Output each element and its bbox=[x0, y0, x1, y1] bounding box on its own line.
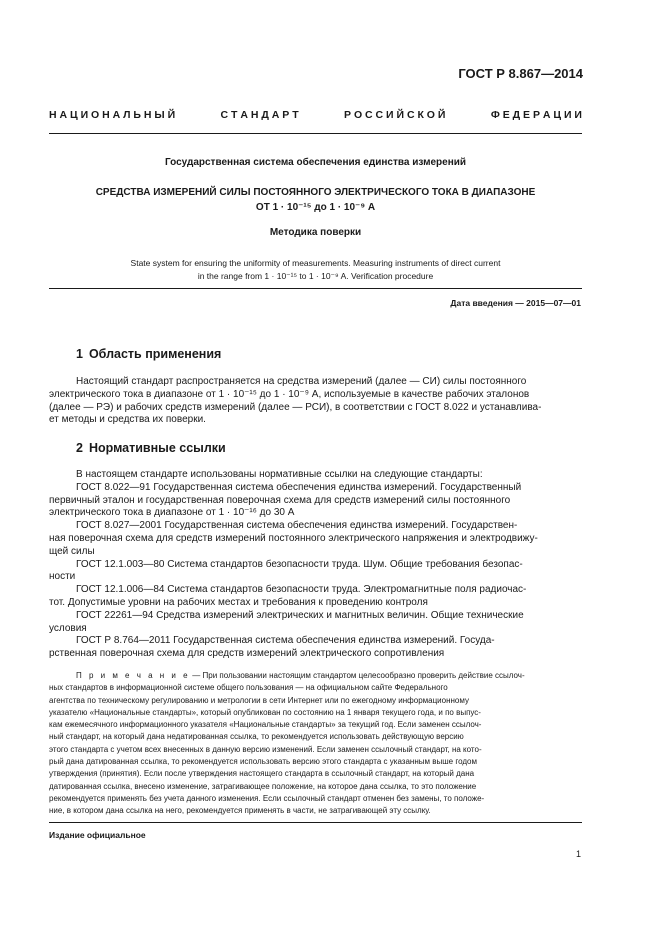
english-title bbox=[49, 257, 582, 283]
note-line: датированная ссылка, внесено изменение, затрагивающее положение, на которое дана ссылка, то это положение bbox=[49, 781, 477, 791]
document-number: ГОСТ Р 8.867—2014 bbox=[458, 66, 583, 81]
note-line: рый дана датированная ссылка, то рекомендуется использовать версию этого стандарта с указанным выше годом bbox=[49, 757, 477, 767]
national-standard-banner bbox=[49, 109, 582, 121]
note-text: — При пользовании настоящим стандартом целесообразно проверить действие ссылоч- bbox=[190, 671, 525, 680]
note-line: ных стандартов в информационной системе общего пользования — на официальном сайте Федерального bbox=[49, 683, 448, 693]
footer-rule bbox=[49, 822, 582, 823]
note-line: агентства по техническому регулированию и метрологии в сети Интернет или по ежегодному информационному bbox=[49, 695, 469, 705]
section-number: 1 bbox=[76, 347, 83, 361]
system-title: Государственная система обеспечения единства измерений bbox=[164, 157, 467, 168]
note-line: ние, в котором дана ссылка на него, рекомендуется применять в части, не затрагивающей эту ссылку. bbox=[49, 806, 431, 816]
note-line: этого стандарта с учетом всех внесенных в данную версию изменений. Если заменен ссылочный стандарт, на кото- bbox=[49, 744, 482, 754]
banner-word: Ф Е Д Е Р А Ц И И bbox=[490, 109, 582, 121]
reference-line: ная поверочная схема для средств измерений постоянного электрического напряжения и электродвижу- bbox=[49, 532, 538, 544]
reference-line: первичный эталон и государственная поверочная схема для средств измерений силы постоянного bbox=[49, 494, 511, 506]
reference-line: ности bbox=[49, 571, 76, 583]
section-1-heading bbox=[76, 347, 221, 361]
reference-line: ГОСТ 8.022—91 Государственная система обеспечения единства измерений. Государственный bbox=[76, 481, 522, 493]
reference-line: ГОСТ 22261—94 Средства измерений электрических и магнитных величин. Общие технические bbox=[76, 609, 524, 621]
banner-word: Р О С С И Й С К О Й bbox=[344, 109, 446, 121]
note-label: П р и м е ч а н и е bbox=[76, 671, 191, 680]
body-line: Настоящий стандарт распространяется на средства измерений (далее — СИ) силы постоянного bbox=[76, 376, 527, 387]
reference-line: ГОСТ Р 8.764—2011 Государственная система обеспечения единства измерений. Госуда- bbox=[76, 635, 495, 647]
reference-line: щей силы bbox=[49, 545, 95, 557]
reference-line: условия bbox=[49, 622, 87, 634]
reference-line: электрического тока в диапазоне от 1 · 10⁻¹⁶ до 30 А bbox=[49, 507, 295, 519]
note-line: кам ежемесячного информационного указателя «Национальные стандарты» за текущий год. Если заменен ссылоч- bbox=[49, 720, 482, 730]
title-line: ОТ 1 · 10⁻¹⁵ до 1 · 10⁻⁹ А bbox=[255, 202, 376, 213]
english-line: in the range from 1 · 10⁻¹⁵ to 1 · 10⁻⁹ A. Verification procedure bbox=[197, 271, 434, 281]
note-line: рекомендуется применять без учета данного изменения. Если ссылочный стандарт отменен без замены, то положе- bbox=[49, 793, 485, 803]
reference-line: тот. Допустимые уровни на рабочих местах и требования к проведению контроля bbox=[49, 596, 428, 608]
section-title: Область применения bbox=[88, 347, 222, 361]
body-line: (далее — РЭ) и рабочих средств измерений (далее — РСИ), в соответствии с ГОСТ 8.022 и устанавлива- bbox=[49, 401, 542, 413]
section-1-body bbox=[49, 376, 582, 427]
section-number: 2 bbox=[76, 441, 83, 455]
title-line: СРЕДСТВА ИЗМЕРЕНИЙ СИЛЫ ПОСТОЯННОГО ЭЛЕКТРИЧЕСКОГО ТОКА В ДИАПАЗОНЕ bbox=[95, 187, 536, 198]
title-rule bbox=[49, 288, 582, 289]
page-number: 1 bbox=[575, 849, 581, 859]
banner-word: Н А Ц И О Н А Л Ь Н Ы Й bbox=[49, 109, 176, 121]
reference-line: В настоящем стандарте использованы нормативные ссылки на следующие стандарты: bbox=[76, 469, 483, 480]
reference-line: ГОСТ 8.027—2001 Государственная система обеспечения единства измерений. Государствен- bbox=[76, 520, 518, 532]
note-line: утверждения (принятия). Если после утверждения настоящего стандарта в ссылочный стандарт, на который дана bbox=[49, 769, 475, 779]
introduction-date: Дата введения — 2015—07—01 bbox=[450, 298, 581, 308]
note-line: ный стандарт, на который дана недатированная ссылка, то рекомендуется использовать действующую версию bbox=[49, 732, 464, 742]
official-edition: Издание официальное bbox=[49, 830, 146, 840]
english-line: State system for ensuring the uniformity of measurements. Measuring instruments of direct current bbox=[130, 258, 501, 268]
section-2-heading bbox=[76, 441, 226, 455]
document-title bbox=[49, 185, 582, 215]
reference-line: ГОСТ 12.1.006—84 Система стандартов безопасности труда. Электромагнитные поля радиочас- bbox=[76, 584, 527, 596]
body-line: электрического тока в диапазоне от 1 · 10⁻¹⁵ до 1 · 10⁻⁹ А, используемые в качестве рабочих эталонов bbox=[49, 388, 530, 400]
reference-line: ГОСТ 12.1.003—80 Система стандартов безопасности труда. Шум. Общие требования безопас- bbox=[76, 558, 523, 570]
body-line: ет методы и средства их поверки. bbox=[49, 414, 206, 426]
header-rule bbox=[49, 133, 582, 134]
section-title: Нормативные ссылки bbox=[88, 441, 226, 455]
note-line: указателю «Национальные стандарты», который опубликован по состоянию на 1 января текущего года, и по выпус- bbox=[49, 707, 481, 717]
reference-line: рственная поверочная схема для средств измерений электрического сопротивления bbox=[49, 648, 445, 660]
note-line bbox=[49, 670, 582, 682]
banner-word: С Т А Н Д А Р Т bbox=[220, 109, 299, 121]
section-2-body bbox=[49, 469, 582, 661]
note-block bbox=[49, 670, 582, 818]
method-title: Методика поверки bbox=[269, 227, 362, 238]
